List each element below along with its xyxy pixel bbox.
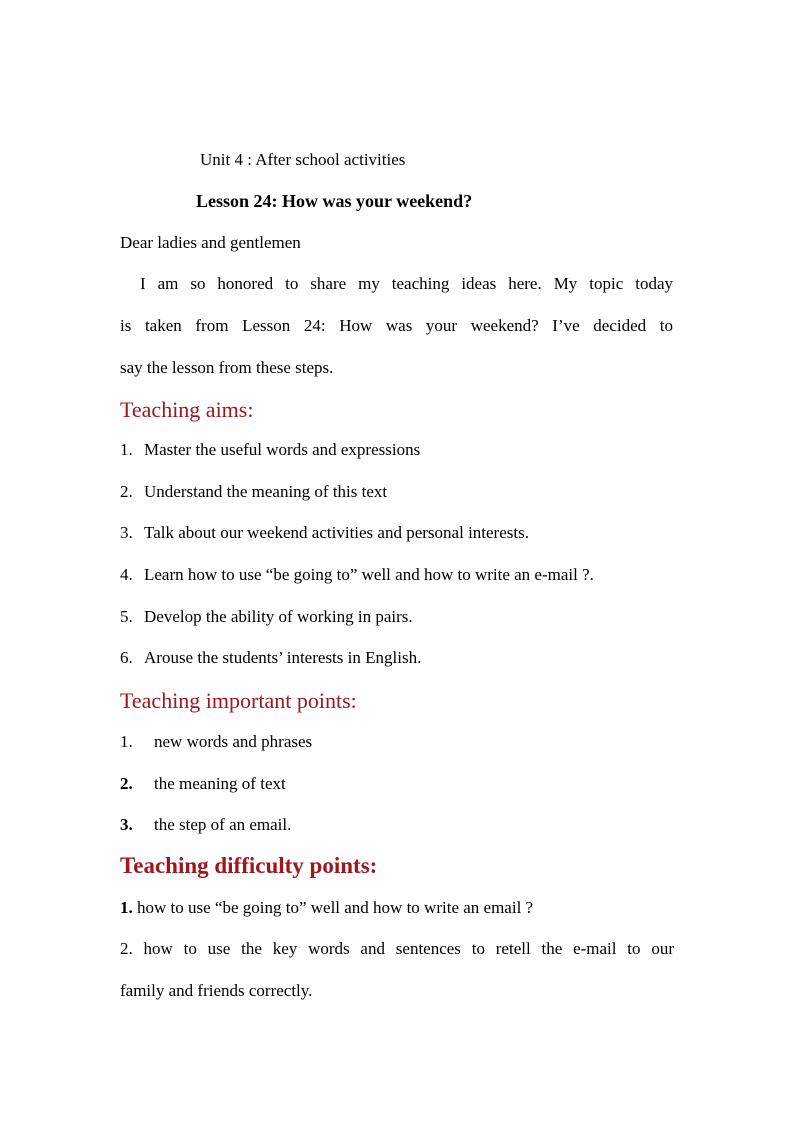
important-item — [120, 774, 674, 794]
difficulty-item-1 — [120, 898, 674, 918]
aim-text: Talk about our weekend activities and personal interests. — [144, 523, 529, 542]
aim-number: 5. — [120, 607, 133, 626]
unit-title: Unit 4 : After school activities — [200, 150, 406, 169]
lesson-title: Lesson 24: How was your weekend? — [196, 191, 473, 211]
difficulty-points-heading: Teaching difficulty points: — [120, 853, 378, 878]
important-item — [120, 815, 674, 835]
aim-text: Arouse the students’ interests in English. — [144, 648, 422, 667]
aim-number: 6. — [120, 648, 133, 667]
difficulty-item-2-line-2: family and friends correctly. — [120, 981, 313, 1000]
aim-text: Develop the ability of working in pairs. — [144, 607, 413, 626]
intro-line-3: say the lesson from these steps. — [120, 358, 334, 377]
teaching-aims-heading: Teaching aims: — [120, 397, 254, 422]
important-text: the step of an email. — [154, 815, 292, 834]
aim-item — [120, 648, 674, 668]
aim-number: 4. — [120, 565, 133, 584]
intro-line-1: I am so honored to share my teaching ideas here. My topic today — [140, 274, 673, 293]
important-number: 3. — [120, 815, 133, 834]
difficulty-text: how to use “be going to” well and how to write an email ? — [132, 898, 534, 917]
aim-number: 1. — [120, 440, 133, 459]
aim-item — [120, 565, 674, 585]
aim-text: Understand the meaning of this text — [144, 482, 388, 501]
difficulty-item-2-line-1: 2. how to use the key words and sentences to retell the e-mail to our — [120, 939, 674, 958]
important-item — [120, 732, 674, 752]
aim-number: 2. — [120, 482, 133, 501]
important-text: new words and phrases — [154, 732, 313, 751]
aim-text: Master the useful words and expressions — [144, 440, 421, 459]
important-number: 1. — [120, 732, 133, 751]
aim-item — [120, 523, 674, 543]
aim-item — [120, 440, 674, 460]
important-text: the meaning of text — [154, 774, 286, 793]
important-number: 2. — [120, 774, 133, 793]
important-points-heading: Teaching important points: — [120, 688, 357, 713]
difficulty-number: 1. — [120, 898, 133, 917]
intro-line-2: is taken from Lesson 24: How was your weekend? I’ve decided to — [120, 316, 673, 335]
aim-number: 3. — [120, 523, 133, 542]
greeting: Dear ladies and gentlemen — [120, 233, 301, 252]
aim-item — [120, 607, 674, 627]
aim-item — [120, 482, 674, 502]
aim-text: Learn how to use “be going to” well and how to write an e-mail ?. — [144, 565, 594, 584]
